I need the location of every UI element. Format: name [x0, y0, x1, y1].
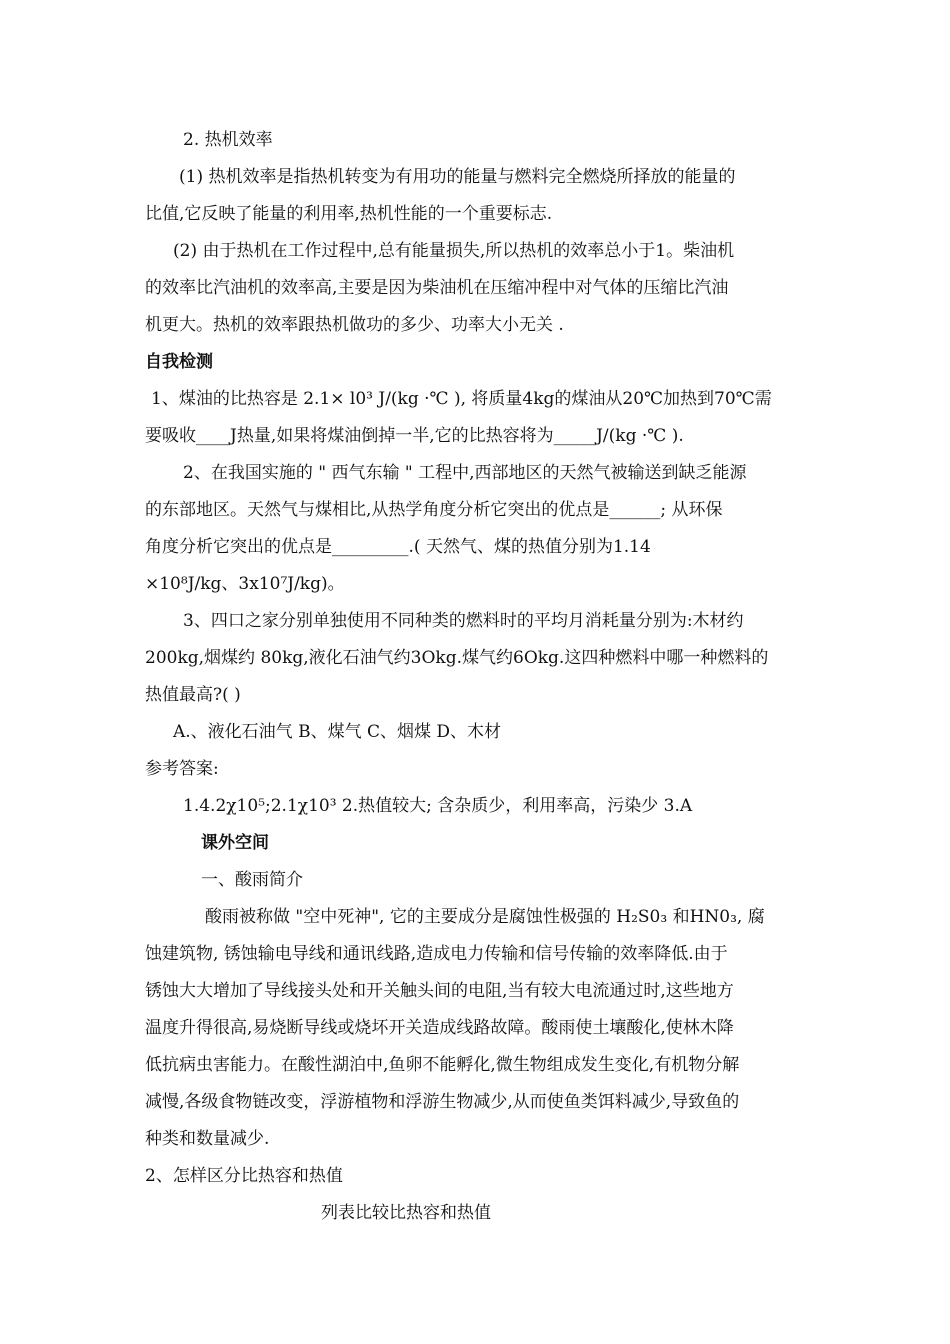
question-1-line: 要吸收____J热量,如果将煤油倒掉一半,它的比热容将为_____J/(kg ·℃ ).	[145, 426, 684, 446]
question-2-line: 角度分析它突出的优点是_________.( 天然气、煤的热值分别为1.14	[145, 537, 651, 557]
subsection-heading-distinguish: 2、怎样区分比热容和热值	[145, 1166, 343, 1186]
paragraph-line: 机更大。热机的效率跟热机做功的多少、功率大小无关 .	[145, 315, 564, 335]
question-3-line: 200kg,烟煤约 80kg,液化石油气约3Okg.煤气约6Okg.这四种燃料中哪一种燃料的	[145, 648, 769, 668]
answer-key-heading: 参考答案:	[145, 759, 219, 779]
answer-key-line: 1.4.2χ10⁵;2.1χ10³ 2.热值较大; 含杂质少，利用率高，污染少 3.A	[183, 796, 693, 816]
paragraph-line: 比值,它反映了能量的利用率,热机性能的一个重要标志.	[145, 204, 553, 224]
acid-rain-paragraph-line: 减慢,各级食物链改变，浮游植物和浮游生物减少,从而使鱼类饵料减少,导致鱼的	[145, 1092, 740, 1112]
acid-rain-paragraph-line: 酸雨被称做 "空中死神", 它的主要成分是腐蚀性极强的 H₂S0₃ 和HN0₃, 腐	[205, 907, 765, 927]
acid-rain-paragraph-line: 温度升得很高,易烧断导线或烧坏开关造成线路故障。酸雨使土壤酸化,使林木降	[145, 1018, 734, 1038]
question-3-options: A.、液化石油气 B、煤气 C、烟煤 D、木材	[173, 722, 502, 742]
paragraph-line: (2) 由于热机在工作过程中,总有能量损失,所以热机的效率总小于1。柴油机	[173, 241, 735, 261]
section-heading-self-test: 自我检测	[145, 352, 213, 372]
paragraph-line: (1) 热机效率是指热机转变为有用功的能量与燃料完全燃烧所择放的能量的	[179, 167, 736, 187]
acid-rain-paragraph-line: 种类和数量减少.	[145, 1129, 270, 1149]
section-heading-heat-engine-efficiency: 2. 热机效率	[183, 130, 273, 150]
question-1-line: 1、煤油的比热容是 2.1× l0³ J/(kg ·℃ ), 将质量4kg的煤油从20℃加热到70℃需	[151, 389, 772, 409]
question-3-line: 3、四口之家分别单独使用不同种类的燃料时的平均月消耗量分别为:木材约	[183, 611, 744, 631]
table-caption: 列表比较比热容和热值	[321, 1203, 491, 1223]
section-heading-extracurricular: 课外空间	[201, 833, 269, 853]
subsection-heading-acid-rain: 一、酸雨简介	[201, 870, 303, 890]
acid-rain-paragraph-line: 低抗病虫害能力。在酸性湖泊中,鱼卵不能孵化,微生物组成发生变化,有机物分解	[145, 1055, 740, 1075]
document-body	[145, 122, 805, 1232]
paragraph-line: 的效率比汽油机的效率高,主要是因为柴油机在压缩冲程中对气体的压缩比汽油	[145, 278, 729, 298]
acid-rain-paragraph-line: 锈蚀大大增加了导线接头处和开关触头间的电阻,当有较大电流通过时,这些地方	[145, 981, 734, 1001]
question-2-line: 2、在我国实施的 " 西气东输 " 工程中,西部地区的天然气被输送到缺乏能源	[183, 463, 747, 483]
question-2-line: ×10⁸J/kg、3x10⁷J/kg)。	[145, 574, 345, 594]
question-2-line: 的东部地区。天然气与煤相比,从热学角度分析它突出的优点是______; 从环保	[145, 500, 723, 520]
acid-rain-paragraph-line: 蚀建筑物, 锈蚀输电导线和通讯线路,造成电力传输和信号传输的效率降低.由于	[145, 944, 728, 964]
question-3-line: 热值最高?( )	[145, 685, 241, 705]
